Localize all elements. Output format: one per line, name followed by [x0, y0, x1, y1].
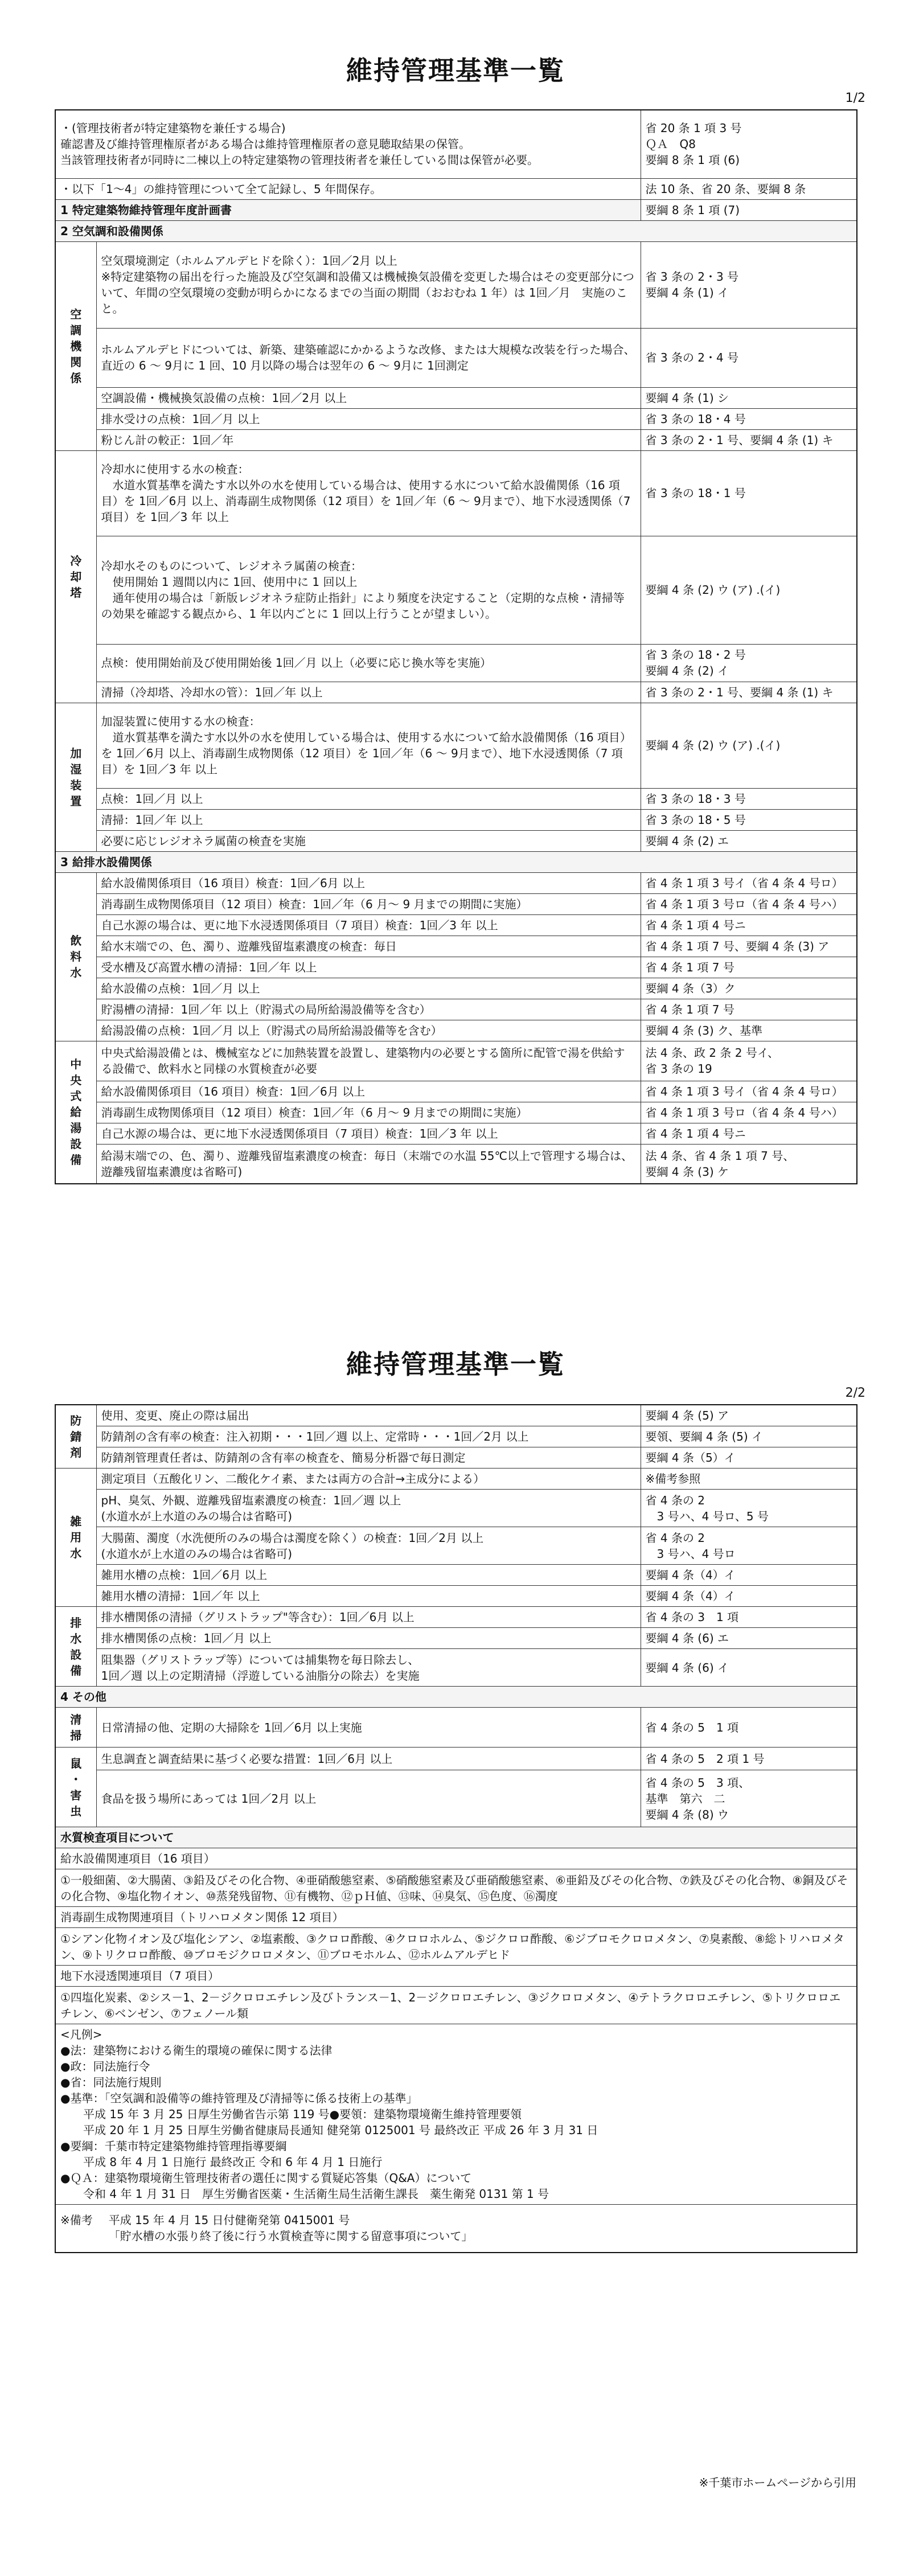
row-ref: 省 4 条 1 項 7 号、要綱 4 条 (3) ア	[641, 936, 857, 957]
row-text: 給水設備の点検：1回／月 以上	[96, 978, 641, 999]
category-rust-inhibitor: 防 錆 剤	[55, 1405, 96, 1469]
remarks-body	[60, 2212, 852, 2244]
row-text: 給水設備関係項目（16 項目）検査：1回／6月 以上	[96, 872, 641, 893]
table-row	[55, 1649, 857, 1687]
row-text: ホルムアルデヒドについては、新築、建築確認にかかるような改修、または大規模な改装を行った場合、直近の 6 ～ 9月に 1 回、10 月以降の場合は翌年の 6 ～ 9月に 1回測定	[96, 328, 641, 387]
row-ref: 省 4 条の 5 1 項	[641, 1708, 857, 1748]
row-ref: 省 3 条の 18・2 号 要綱 4 条 (2) イ	[641, 644, 857, 682]
row-ref: 省 4 条 1 項 7 号	[641, 999, 857, 1020]
row-text: 清掃（冷却塔、冷却水の管）：1回／年 以上	[96, 682, 641, 703]
row-text: 必要に応じレジオネラ属菌の検査を実施	[96, 830, 641, 851]
category-drainage: 排 水 設 備	[55, 1607, 96, 1687]
table-row	[55, 957, 857, 978]
row-ref: 省 4 条 1 項 3 号ロ（省 4 条 4 号ハ）	[641, 1102, 857, 1123]
water-quality-group-items: ①一般細菌、②大腸菌、③鉛及びその化合物、④亜硝酸態窒素、⑤硝酸態窒素及び亜硝酸態窒素、⑥亜鉛及びその化合物、⑦鉄及びその化合物、⑧銅及びその化合物、⑨塩化物イオン、⑩蒸発残留物、⑪有機物、⑫ｐＨ値、⑬味、⑭臭気、⑮色度、⑯濁度	[55, 1869, 857, 1907]
row-text: 雑用水槽の清掃：1回／年 以上	[96, 1586, 641, 1607]
category-drinking-water: 飲 料 水	[55, 872, 96, 1041]
legend-line: ●省：同法施行規則	[60, 2075, 162, 2089]
section-header-row	[55, 1827, 857, 1848]
category-pests: 鼠 ・ 害 虫	[55, 1748, 96, 1827]
row-ref: 要綱 4 条（5）イ	[641, 1447, 857, 1469]
category-misc-water: 雑 用 水	[55, 1469, 96, 1607]
row-ref: ※備考参照	[641, 1469, 857, 1490]
row-ref: 省 4 条 1 項 7 号	[641, 957, 857, 978]
row-ref: 要綱 4 条 (5) ア	[641, 1405, 857, 1426]
row-text: 空調設備・機械換気設備の点検：1回／2月 以上	[96, 387, 641, 408]
row-ref: 省 4 条の 3 1 項	[641, 1607, 857, 1628]
record-retention-note: ・以下「1～4」の維持管理について全て記録し、5 年間保存。	[55, 178, 641, 199]
table-row	[55, 1708, 857, 1748]
remarks-row	[55, 2205, 857, 2253]
row-ref: 要綱 4 条 (2) ウ (ア) .(イ)	[641, 536, 857, 644]
row-text: 排水槽関係の点検：1回／月 以上	[96, 1628, 641, 1649]
table-row	[55, 809, 857, 830]
row-ref: 省 3 条の 2・1 号、要綱 4 条 (1) キ	[641, 682, 857, 703]
table-row	[55, 1123, 857, 1144]
table-row	[55, 241, 857, 328]
table-row	[55, 408, 857, 429]
row-text: 中央式給湯設備とは、機械室などに加熱装置を設置し、建築物内の必要とする箇所に配管で湯を供給する設備で、飲料水と同様の水質検査が必要	[96, 1041, 641, 1081]
legend-line: 平成 20 年 1 月 25 日厚生労働省健康局長通知 健発第 0125001 号 最終改正 平成 26 年 3 月 31 日	[60, 2123, 598, 2137]
row-ref: 要綱 4 条 (6) イ	[641, 1649, 857, 1687]
row-ref: 省 4 条の 2 3 号ハ、4 号ロ、5 号	[641, 1490, 857, 1527]
table-row	[55, 1586, 857, 1607]
table-row	[55, 1907, 857, 1928]
row-text: pH、臭気、外観、遊離残留塩素濃度の検査：1回／週 以上 (水道水が上水道のみの場合は省略可)	[96, 1490, 641, 1527]
table-row	[55, 1607, 857, 1628]
table-row	[55, 1527, 857, 1565]
table-row	[55, 1490, 857, 1527]
table-row	[55, 788, 857, 809]
table-row	[55, 178, 857, 199]
category-cooling-tower: 冷 却 塔	[55, 450, 96, 703]
category-central-hot-water: 中 央 式 給 湯 設 備	[55, 1041, 96, 1184]
water-quality-group-items: ①シアン化物イオン及び塩化シアン、②塩素酸、③クロロ酢酸、④クロロホルム、⑤ジクロロ酢酸、⑥ジブロモクロロメタン、⑦臭素酸、⑧総トリハロメタン、⑨トリクロロ酢酸、⑩ブロモジクロロメタン、⑪ブロモホルム、⑫ホルムアルデヒド	[55, 1928, 857, 1966]
table-row	[55, 110, 857, 178]
section-4-label: 4 その他	[55, 1687, 857, 1708]
row-text: 雑用水槽の点検：1回／6月 以上	[96, 1565, 641, 1586]
row-text: 冷却水に使用する水の検査： 水道水質基準を満たす水以外の水を使用している場合は、使用する水について給水設備関係（16 項目）を 1回／6月 以上、消毒副生成物関係（12 項目）を 1回／年（6 ～ 9月まで）、地下水浸透関係（7 項目）を 1回／3 年 以上	[96, 450, 641, 536]
table-row	[55, 429, 857, 450]
table-row	[55, 328, 857, 387]
table-row	[55, 1966, 857, 1987]
row-text: 加湿装置に使用する水の検査： 道水質基準を満たす水以外の水を使用している場合は、使用する水について給水設備関係（16 項目）を 1回／6月 以上、消毒副生成物関係（12 項目）を 1回／年（6 ～ 9月まで）、地下水浸透関係（7 項目）を 1回／3 年 以上	[96, 703, 641, 788]
row-ref: 省 4 条 1 項 3 号イ（省 4 条 4 号ロ）	[641, 872, 857, 893]
row-ref: 省 3 条の 18・1 号	[641, 450, 857, 536]
row-ref: 要綱 4 条 (2) エ	[641, 830, 857, 851]
table-row	[55, 387, 857, 408]
section-1-ref: 要綱 8 条 1 項 (7)	[641, 199, 857, 220]
row-text: 阻集器（グリストラップ等）については捕集物を毎日除去し、 1回／週 以上の定期清掃（浮遊している油脂分の除去）を実施	[96, 1649, 641, 1687]
section-3-label: 3 給排水設備関係	[55, 851, 857, 872]
row-text: 消毒副生成物関係項目（12 項目）検査：1回／年（6 月～ 9 月までの期間に実施）	[96, 1102, 641, 1123]
row-text: 給湯末端での、色、濁り、遊離残留塩素濃度の検査：毎日（末端での水温 55℃以上で管理する場合は、遊離残留塩素濃度は省略可)	[96, 1144, 641, 1184]
remarks-text: 平成 15 年 4 月 15 日付健衛発第 0415001 号 「貯水槽の水張り終了後に行う水質検査等に関する留意事項について」	[108, 2213, 473, 2243]
water-quality-group-items: ①四塩化炭素、②シス－1、2－ジクロロエチレン及びトランス－1、2－ジクロロエチレン、③ジクロロメタン、④テトラクロロエチレン、⑤トリクロロエチレン、⑥ベンゼン、⑦フェノール類	[55, 1987, 857, 2024]
legend-line: ●政：同法施行令	[60, 2060, 150, 2073]
table-row	[55, 1426, 857, 1447]
table-row	[55, 872, 857, 893]
row-ref: 省 3 条の 2・1 号、要綱 4 条 (1) キ	[641, 429, 857, 450]
row-text: 冷却水そのものについて、レジオネラ属菌の検査： 使用開始 1 週間以内に 1回、使用中に 1 回以上 通年使用の場合は「新版レジオネラ症防止指針」により頻度を決定すること（定期的な点検・清掃等の効果を確認する観点から、1 年以内ごとに 1 回以上行うことが望ましい）。	[96, 536, 641, 644]
section-1-label: 1 特定建築物維持管理年度計画書	[55, 199, 641, 220]
table-row	[55, 1081, 857, 1102]
row-ref: 要綱 4 条 (2) ウ (ア) .(イ)	[641, 703, 857, 788]
row-text: 日常清掃の他、定期の大掃除を 1回／6月 以上実施	[96, 1708, 641, 1748]
row-text: 粉じん計の較正：1回／年	[96, 429, 641, 450]
manager-concurrent-ref: 省 20 条 1 項 3 号 ＱＡ Q8 要綱 8 条 1 項 (6)	[641, 110, 857, 178]
category-air-conditioning: 空 調 機 関 係	[55, 241, 96, 450]
legend	[55, 2024, 857, 2205]
maintenance-standards-table-2	[55, 1404, 857, 2253]
table-row	[55, 1628, 857, 1649]
category-humidifier: 加 湿 装 置	[55, 703, 96, 851]
table-row	[55, 914, 857, 936]
table-row	[55, 536, 857, 644]
record-retention-ref: 法 10 条、省 20 条、要綱 8 条	[641, 178, 857, 199]
row-ref: 省 3 条の 18・3 号	[641, 788, 857, 809]
table-row	[55, 1144, 857, 1184]
row-ref: 省 3 条の 2・4 号	[641, 328, 857, 387]
row-text: 消毒副生成物関係項目（12 項目）検査：1回／年（6 月～ 9 月までの期間に実施）	[96, 893, 641, 914]
table-row	[55, 893, 857, 914]
row-text: 点検：使用開始前及び使用開始後 1回／月 以上（必要に応じ換水等を実施）	[96, 644, 641, 682]
table-row	[55, 1848, 857, 1869]
legend-line: <凡例>	[60, 2028, 102, 2041]
row-text: 給水末端での、色、濁り、遊離残留塩素濃度の検査：毎日	[96, 936, 641, 957]
table-row	[55, 1928, 857, 1966]
row-ref: 要領、要綱 4 条 (5) イ	[641, 1426, 857, 1447]
legend-line: ●ＱＡ：建築物環境衛生管理技術者の選任に関する質疑応答集（Q&A）について	[60, 2171, 472, 2185]
legend-line: 平成 15 年 3 月 25 日厚生労働省告示第 119 号●要領：建築物環境衛生維持管理要領	[60, 2107, 522, 2121]
row-ref: 省 4 条の 2 3 号ハ、4 号ロ	[641, 1527, 857, 1565]
row-ref: 要綱 4 条（4）イ	[641, 1586, 857, 1607]
table-row	[55, 1102, 857, 1123]
table-row	[55, 1748, 857, 1770]
row-text: 防錆剤の含有率の検査：注入初期・・・1回／週 以上、定常時・・・1回／2月 以上	[96, 1426, 641, 1447]
table-row	[55, 1869, 857, 1907]
row-text: 点検：1回／月 以上	[96, 788, 641, 809]
source-citation: ※千葉市ホームページから引用	[699, 2476, 856, 2489]
category-cleaning: 清 掃	[55, 1708, 96, 1748]
row-ref: 要綱 4 条 (6) エ	[641, 1628, 857, 1649]
table-row	[55, 830, 857, 851]
page-number: 2/2	[845, 1386, 865, 1400]
water-quality-title: 水質検査項目について	[55, 1827, 857, 1848]
row-text: 受水槽及び高置水槽の清掃：1回／年 以上	[96, 957, 641, 978]
row-text: 測定項目（五酸化リン、二酸化ケイ素、または両方の合計→主成分による）	[96, 1469, 641, 1490]
table-row	[55, 703, 857, 788]
row-ref: 省 3 条の 2・3 号 要綱 4 条 (1) イ	[641, 241, 857, 328]
row-text: 給湯設備の点検：1回／月 以上（貯湯式の局所給湯設備等を含む）	[96, 1020, 641, 1041]
table-row	[55, 936, 857, 957]
manager-concurrent-note: ・(管理技術者が特定建築物を兼任する場合) 確認書及び維持管理権原者がある場合は維持管理権原者の意見聴取結果の保管。 当該管理技術者が同時に二棟以上の特定建築物の管理技術者を兼任している間は保管が必要。	[55, 110, 641, 178]
table-row	[55, 1041, 857, 1081]
section-header-row	[55, 1687, 857, 1708]
table-row	[55, 1447, 857, 1469]
legend-row	[55, 2024, 857, 2205]
row-ref: 省 4 条 1 項 4 号ニ	[641, 914, 857, 936]
row-ref: 省 4 条 1 項 4 号ニ	[641, 1123, 857, 1144]
row-ref: 省 3 条の 18・4 号	[641, 408, 857, 429]
row-text: 防錆剤管理責任者は、防錆剤の含有率の検査を、簡易分析器で毎日測定	[96, 1447, 641, 1469]
row-text: 給水設備関係項目（16 項目）検査：1回／6月 以上	[96, 1081, 641, 1102]
row-text: 空気環境測定（ホルムアルデヒドを除く）：1回／2月 以上 ※特定建築物の届出を行った施設及び空気調和設備又は機械換気設備を変更した場合はその変更部分について、年間の空気環境の変動が明らかになるまでの当面の期間（おおむね 1 年）は 1回／月 実施のこと。	[96, 241, 641, 328]
row-ref: 省 4 条 1 項 3 号ロ（省 4 条 4 号ハ）	[641, 893, 857, 914]
row-ref: 要綱 4 条 (3) ク、基準	[641, 1020, 857, 1041]
section-2-label: 2 空気調和設備関係	[55, 220, 857, 241]
row-ref: 省 4 条の 5 2 項 1 号	[641, 1748, 857, 1770]
water-quality-group-label: 地下水浸透関連項目（7 項目）	[55, 1966, 857, 1987]
row-ref: 省 3 条の 18・5 号	[641, 809, 857, 830]
remarks-label: ※備考	[60, 2213, 93, 2228]
table-row	[55, 1987, 857, 2024]
section-header-row	[55, 220, 857, 241]
page-title: 維持管理基準一覧	[346, 55, 565, 86]
remarks	[55, 2205, 857, 2253]
table-row	[55, 682, 857, 703]
row-ref: 省 4 条の 5 3 項、 基準 第六 二 要綱 4 条 (8) ウ	[641, 1770, 857, 1827]
row-ref: 省 4 条 1 項 3 号イ（省 4 条 4 号ロ）	[641, 1081, 857, 1102]
legend-line: 令和 4 年 1 月 31 日 厚生労働省医薬・生活衛生局生活衛生課長 薬生衛発 0131 第 1 号	[60, 2187, 549, 2201]
legend-line: ●基準：「空気調和設備等の維持管理及び清掃等に係る技術上の基準」	[60, 2091, 418, 2105]
table-row	[55, 1565, 857, 1586]
table-row	[55, 450, 857, 536]
row-text: 自己水源の場合は、更に地下水浸透関係項目（7 項目）検査：1回／3 年 以上	[96, 1123, 641, 1144]
row-text: 使用、変更、廃止の際は届出	[96, 1405, 641, 1426]
row-ref: 要綱 4 条（3）ク	[641, 978, 857, 999]
table-row	[55, 644, 857, 682]
row-text: 大腸菌、濁度（水洗便所のみの場合は濁度を除く）の検査：1回／2月 以上 (水道水が上水道のみの場合は省略可)	[96, 1527, 641, 1565]
table-row	[55, 1770, 857, 1827]
row-text: 排水受けの点検：1回／月 以上	[96, 408, 641, 429]
water-quality-group-label: 給水設備関連項目（16 項目）	[55, 1848, 857, 1869]
water-quality-group-label: 消毒副生成物関連項目（トリハロメタン関係 12 項目）	[55, 1907, 857, 1928]
table-row	[55, 1405, 857, 1426]
row-text: 自己水源の場合は、更に地下水浸透関係項目（7 項目）検査：1回／3 年 以上	[96, 914, 641, 936]
page-title: 維持管理基準一覧	[346, 1349, 565, 1380]
row-text: 食品を扱う場所にあっては 1回／2月 以上	[96, 1770, 641, 1827]
row-ref: 法 4 条、省 4 条 1 項 7 号、 要綱 4 条 (3) ケ	[641, 1144, 857, 1184]
legend-line: ●法：建築物における衛生的環境の確保に関する法律	[60, 2044, 333, 2057]
row-ref: 法 4 条、政 2 条 2 号イ、 省 3 条の 19	[641, 1041, 857, 1081]
maintenance-standards-table	[55, 109, 857, 1184]
row-text: 排水槽関係の清掃（グリストラップ"等含む）：1回／6月 以上	[96, 1607, 641, 1628]
legend-line: ●要綱：千葉市特定建築物維持管理指導要綱	[60, 2139, 287, 2153]
row-text: 清掃：1回／年 以上	[96, 809, 641, 830]
row-text: 貯湯槽の清掃：1回／年 以上（貯湯式の局所給湯設備等を含む）	[96, 999, 641, 1020]
legend-line: 平成 8 年 4 月 1 日施行 最終改正 令和 6 年 4 月 1 日施行	[60, 2155, 383, 2169]
row-ref: 要綱 4 条 (1) シ	[641, 387, 857, 408]
section-header-row	[55, 199, 857, 220]
table-row	[55, 999, 857, 1020]
page-number: 1/2	[845, 91, 865, 105]
table-row	[55, 978, 857, 999]
row-text: 生息調査と調査結果に基づく必要な措置：1回／6月 以上	[96, 1748, 641, 1770]
table-row	[55, 1469, 857, 1490]
row-ref: 要綱 4 条（4）イ	[641, 1565, 857, 1586]
section-header-row	[55, 851, 857, 872]
table-row	[55, 1020, 857, 1041]
